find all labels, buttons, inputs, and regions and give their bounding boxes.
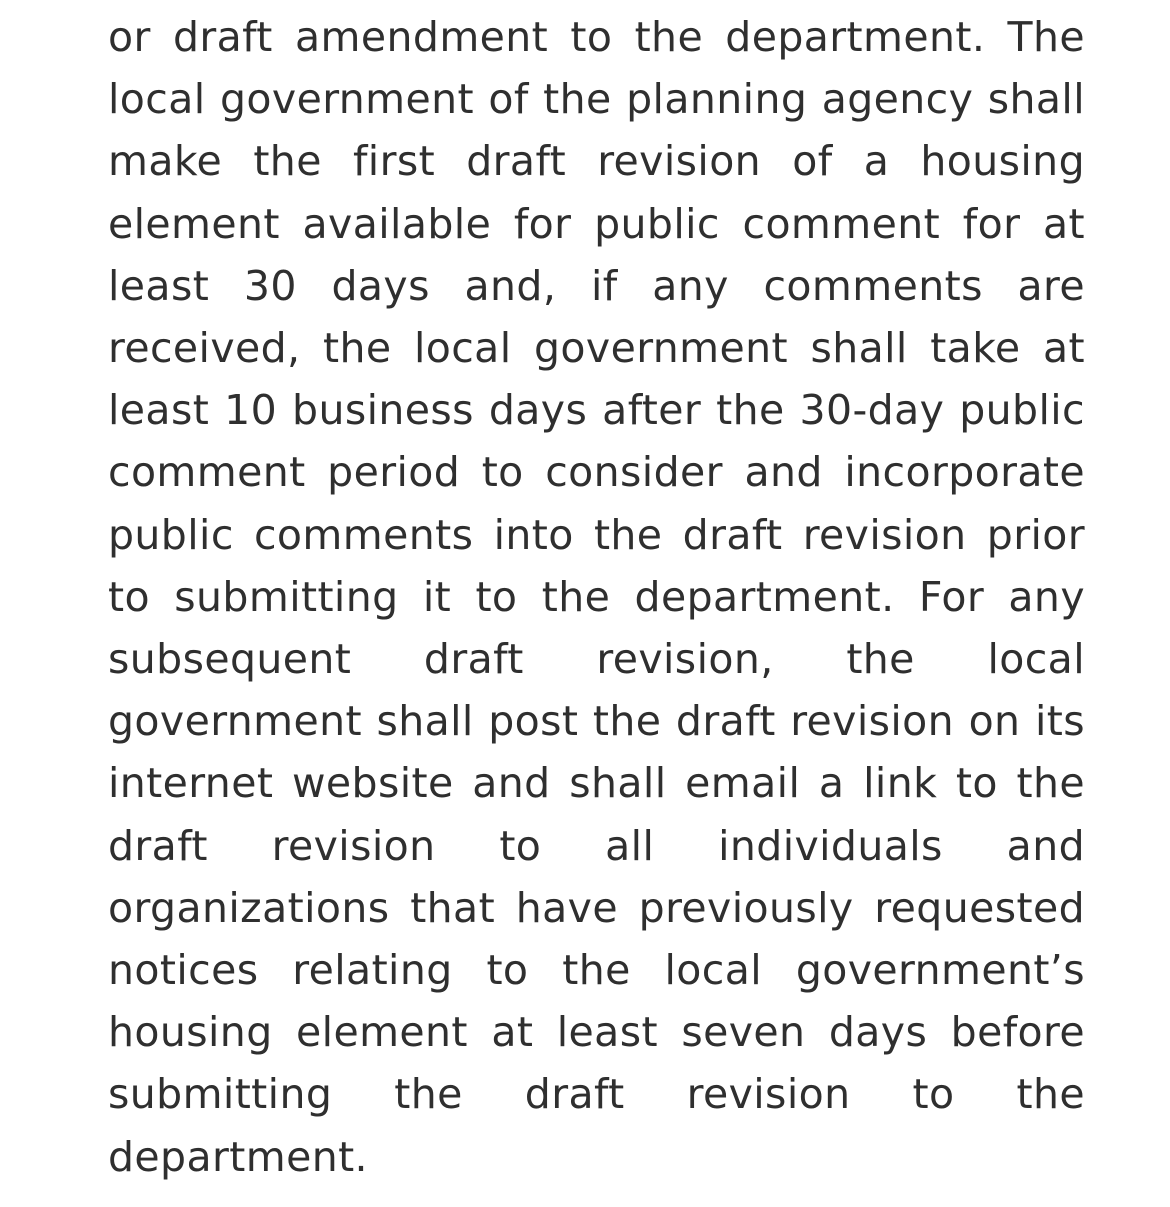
body-paragraph: or draft amendment to the department. The local government of the planning agency shall make the first draft revision of a housing element available for public comment for at least 30 days and, if any comments are received, the local government shall take at least 10 business days after the 30-day public comment period to consider and incorporate public comments into the draft revision prior to submitting it to the department. For any subsequent draft revision, the local government shall post the draft revision on its internet website and shall email a link to the draft revision to all individuals and organizations that have previously requested notices relating to the local government’s housing element at least seven days before submitting the draft revision to the department. bbox=[108, 13, 1085, 1181]
